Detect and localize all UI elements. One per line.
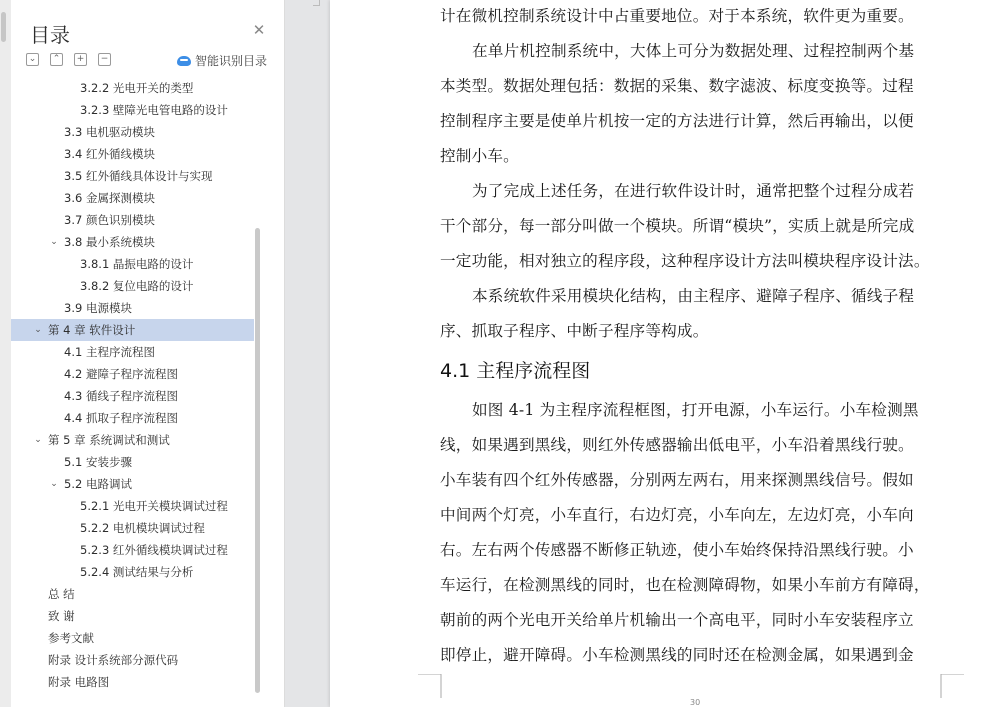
- body-text-line: 本类型。数据处理包括：数据的采集、数字滤波、标度变换等。过程: [440, 77, 914, 95]
- toc-item-label: 总 结: [48, 587, 75, 601]
- chevron-down-icon[interactable]: ⌄: [34, 435, 42, 445]
- toc-item[interactable]: [11, 99, 254, 121]
- remove-heading-icon[interactable]: −: [98, 53, 111, 66]
- toc-navigation-pane: [11, 0, 285, 707]
- toc-list: [11, 77, 254, 707]
- body-text-line: 本系统软件采用模块化结构，由主程序、避障子程序、循线子程: [472, 287, 915, 305]
- toc-item[interactable]: [11, 539, 254, 561]
- toc-item-label: 致 谢: [48, 609, 75, 623]
- page-content: [330, 0, 995, 707]
- toc-item[interactable]: [11, 627, 254, 649]
- toc-item[interactable]: [11, 187, 254, 209]
- page-top-marker: [313, 0, 320, 6]
- toc-item[interactable]: [11, 583, 254, 605]
- toc-item-label: 3.8.1 晶振电路的设计: [80, 257, 194, 271]
- toc-item[interactable]: [11, 495, 254, 517]
- toc-item-label: 5.1 安装步骤: [64, 455, 132, 469]
- toc-item-label: 3.8.2 复位电路的设计: [80, 279, 194, 293]
- body-text-line: 计在微机控制系统设计中占重要地位。对于本系统，软件更为重要。: [440, 7, 914, 25]
- toc-item[interactable]: [11, 473, 254, 495]
- toc-item-label: 3.9 电源模块: [64, 301, 132, 315]
- toc-item-label: 3.2.3 壁障光电管电路的设计: [80, 103, 228, 117]
- body-text-line: 朝前的两个光电开关给单片机输出一个高电平，同时小车安装程序立: [440, 611, 914, 629]
- toc-item-label: 5.2 电路调试: [64, 477, 132, 491]
- toc-item-label: 第 4 章 软件设计: [48, 323, 136, 337]
- toc-item[interactable]: [11, 429, 254, 451]
- body-text-line: 线，如果遇到黑线，则红外传感器输出低电平，小车沿着黑线行驶。: [440, 436, 914, 454]
- body-text-line: 即停止，避开障碍。小车检测黑线的同时还在检测金属，如果遇到金: [440, 646, 914, 664]
- body-text-line: 中间两个灯亮，小车直行，右边灯亮，小车向左，左边灯亮，小车向: [440, 506, 914, 524]
- page-number: 30: [690, 698, 701, 707]
- toc-item[interactable]: [11, 671, 254, 693]
- toc-item[interactable]: [11, 561, 254, 583]
- margin-corner-right: [940, 674, 964, 698]
- toc-item[interactable]: [11, 451, 254, 473]
- toc-item-label: 附录 电路图: [48, 675, 110, 689]
- smart-toc-button[interactable]: [177, 52, 267, 69]
- toc-item-label: 3.4 红外循线模块: [64, 147, 155, 161]
- toc-item[interactable]: [11, 517, 254, 539]
- toc-item[interactable]: [11, 319, 254, 341]
- close-icon[interactable]: ✕: [252, 21, 266, 39]
- toc-item[interactable]: [11, 121, 254, 143]
- toc-item[interactable]: [11, 77, 254, 99]
- toc-item[interactable]: [11, 253, 254, 275]
- toc-item[interactable]: [11, 407, 254, 429]
- margin-corner-left: [418, 674, 442, 698]
- ai-cloud-icon: [177, 56, 191, 66]
- toc-item[interactable]: [11, 605, 254, 627]
- toc-item-label: 3.6 金属探测模块: [64, 191, 155, 205]
- add-heading-icon[interactable]: +: [74, 53, 87, 66]
- body-text-line: 控制程序主要是使单片机按一定的方法进行计算，然后再输出，以便: [440, 112, 914, 130]
- toc-item-label: 5.2.2 电机模块调试过程: [80, 521, 205, 535]
- toc-item[interactable]: [11, 165, 254, 187]
- body-text-line: 一定功能，相对独立的程序段，这种程序设计方法叫模块程序设计法。: [440, 252, 930, 270]
- toc-item-label: 4.2 避障子程序流程图: [64, 367, 178, 381]
- toc-item-label: 4.4 抓取子程序流程图: [64, 411, 178, 425]
- toc-title: 目录: [30, 23, 70, 47]
- document-page: [330, 0, 995, 707]
- toc-item-label: 第 5 章 系统调试和测试: [48, 433, 170, 447]
- toc-item-label: 4.1 主程序流程图: [64, 345, 155, 359]
- toc-item[interactable]: [11, 231, 254, 253]
- body-text-line: 小车装有四个红外传感器，分别两左两右，用来探测黑线信号。假如: [440, 471, 914, 489]
- toc-item-label: 3.7 颜色识别模块: [64, 213, 155, 227]
- body-text-line: 如图 4-1 为主程序流程框图，打开电源，小车运行。小车检测黑: [472, 401, 919, 419]
- body-text-line: 为了完成上述任务，在进行软件设计时，通常把整个过程分成若: [472, 182, 915, 200]
- chevron-down-icon[interactable]: ⌄: [34, 325, 42, 335]
- toc-item-label: 参考文献: [48, 631, 94, 645]
- body-text-line: 序、抓取子程序、中断子程序等构成。: [440, 322, 709, 340]
- toc-item[interactable]: [11, 209, 254, 231]
- toc-item[interactable]: [11, 649, 254, 671]
- toc-item[interactable]: [11, 143, 254, 165]
- body-text-line: 右。左右两个传感器不断修正轨迹，使小车始终保持沿黑线行驶。小: [440, 541, 914, 559]
- toc-item[interactable]: [11, 385, 254, 407]
- section-heading: 4.1 主程序流程图: [440, 360, 591, 382]
- left-scrollbar-thumb[interactable]: [1, 12, 6, 42]
- toc-item-label: 4.3 循线子程序流程图: [64, 389, 178, 403]
- body-text-line: 车运行，在检测黑线的同时，也在检测障碍物，如果小车前方有障碍，: [440, 576, 930, 594]
- toc-item-label: 附录 设计系统部分源代码: [48, 653, 179, 667]
- toc-item-label: 3.8 最小系统模块: [64, 235, 155, 249]
- smart-toc-label: 智能识别目录: [195, 54, 268, 68]
- toc-item-label: 5.2.3 红外循线模块调试过程: [80, 543, 228, 557]
- body-text-line: 控制小车。: [440, 147, 519, 165]
- toc-item[interactable]: [11, 275, 254, 297]
- toc-item-label: 3.5 红外循线具体设计与实现: [64, 169, 213, 183]
- chevron-down-icon[interactable]: ⌄: [50, 479, 58, 489]
- toc-item-label: 3.3 电机驱动模块: [64, 125, 155, 139]
- expand-up-icon[interactable]: ⌃: [50, 53, 63, 66]
- toc-item[interactable]: [11, 297, 254, 319]
- toc-item-label: 3.2.2 光电开关的类型: [80, 81, 194, 95]
- toc-item[interactable]: [11, 363, 254, 385]
- toc-item-label: 5.2.4 测试结果与分析: [80, 565, 194, 579]
- body-text-line: 在单片机控制系统中，大体上可分为数据处理、过程控制两个基: [472, 42, 915, 60]
- chevron-down-icon[interactable]: ⌄: [50, 237, 58, 247]
- toc-item[interactable]: [11, 341, 254, 363]
- toc-item-label: 5.2.1 光电开关模块调试过程: [80, 499, 228, 513]
- toc-scrollbar[interactable]: [255, 228, 260, 693]
- body-text-line: 干个部分，每一部分叫做一个模块。所谓“模块”，实质上就是所完成: [440, 217, 915, 235]
- collapse-all-icon[interactable]: ⌄: [26, 53, 39, 66]
